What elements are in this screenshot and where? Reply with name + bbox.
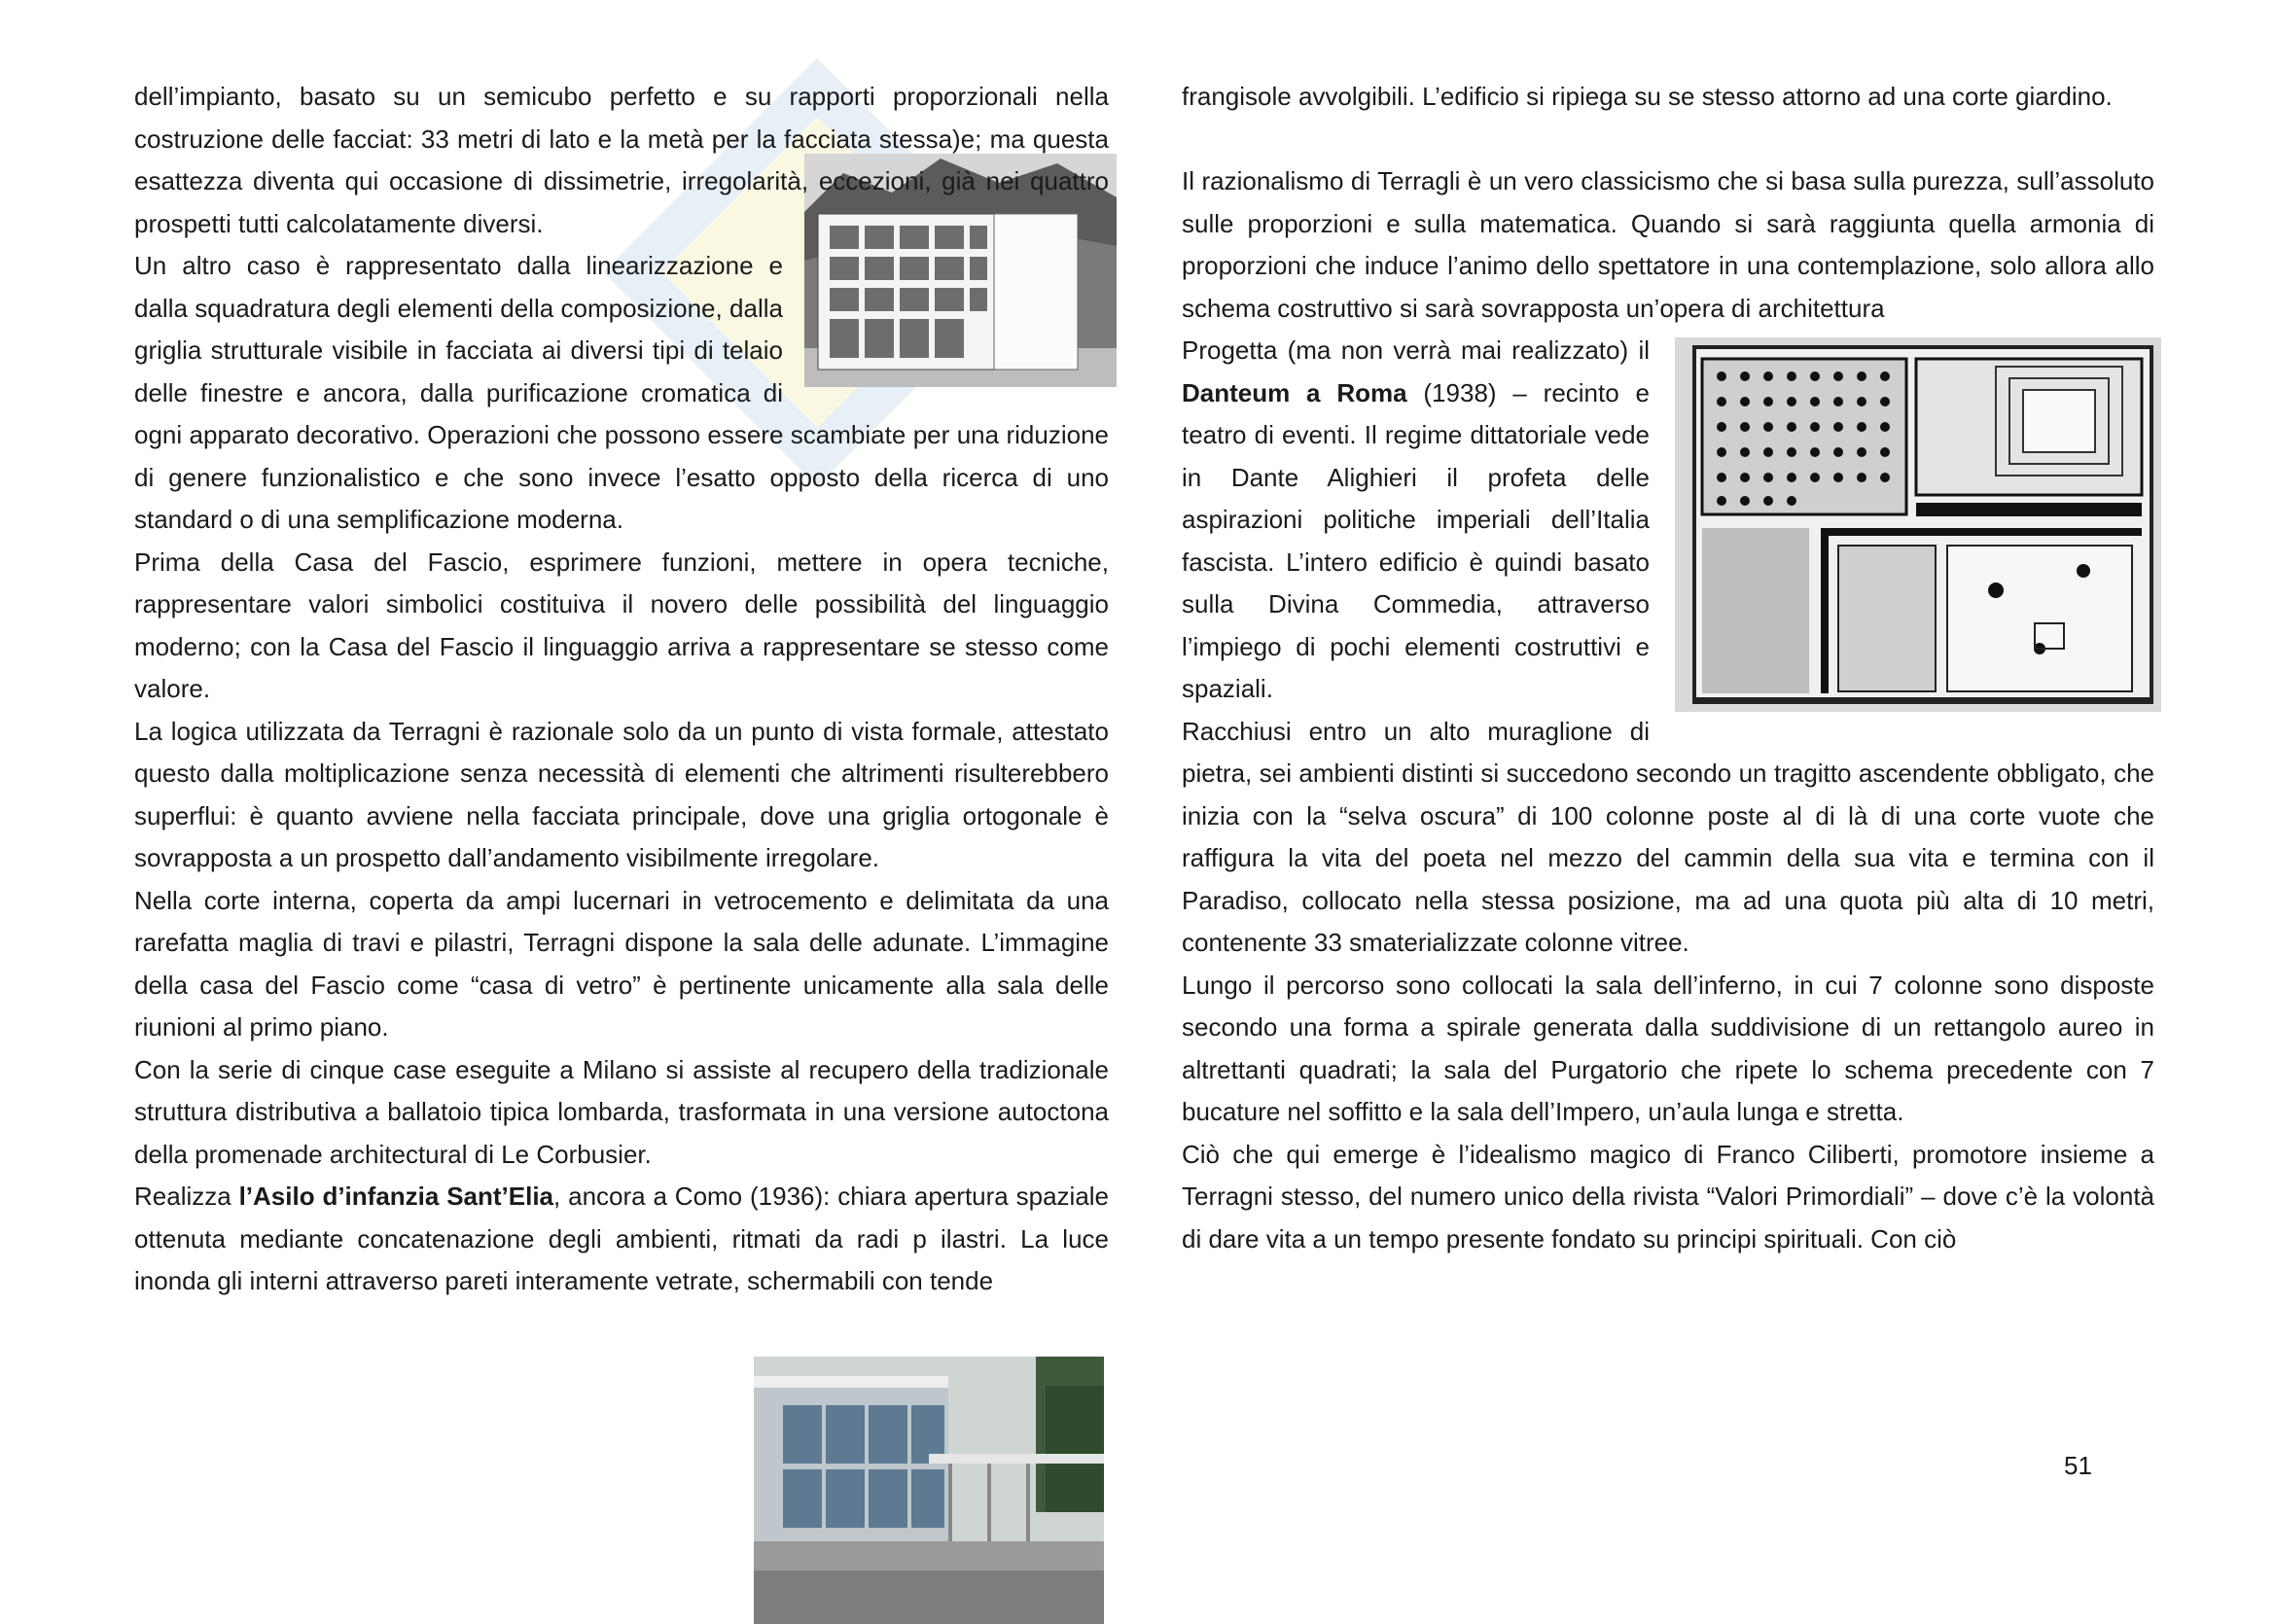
left-column	[134, 76, 1109, 1303]
paragraph: Nella corte interna, coperta da ampi lucernari in vetrocemento e delimitata da una rarefatta maglia di travi e pilastri, Terragni dispone la sala delle adunate. L’immagine della casa del Fascio come “casa di vetro” è pertinente unicamente alla sala delle riunioni al primo piano.	[134, 885, 1109, 1041]
paragraph: Racchiusi entro un alto muraglione di pietra, sei ambienti distinti si succedono secondo un tragitto ascendente obbligato, che inizia con la “selva oscura” di 100 colonne poste al di là di una corte vuote che raffigura la vita del poeta nel mezzo del cammin della sua vita e termina con il Paradiso, collocato nella stessa posizione, ma ad una quota più alta di 10 metri, contenente 33 smaterializzate colonne vitree.	[1182, 716, 2154, 957]
text-run: (1938) – recinto e teatro di eventi. Il regime dittatoriale vede in Dante Alighieri il profeta delle aspirazioni politiche imperiali dell’Italia fascista. L’intero edificio è quindi basato sulla Divina Commedia, attraverso l’impiego di pochi elementi costruttivi e spaziali.	[1182, 377, 1650, 703]
bold-term: Danteum a Roma	[1182, 377, 1407, 407]
asilo-sant-elia-photo	[754, 1357, 1104, 1624]
paragraph: Ciò che qui emerge è l’idealismo magico di Franco Ciliberti, promotore insieme a Terragni stesso, del numero unico della rivista “Valori Primordiali” – dove c’è la volontà di dare vita a un tempo presente fondato su principi spirituali. Con ciò	[1182, 1139, 2154, 1253]
text-run: Realizza	[134, 1182, 239, 1211]
text-run: , ancora a Como (1936): chiara apertura spaziale ottenuta mediante concatenazione degli ambienti, ritmati da radi p ilastri. La luce inonda gli interni attraverso pareti interamente vetrate, schermabili con tende	[134, 1182, 1110, 1295]
paragraph	[134, 245, 1109, 542]
text-run: Progetta (ma non verrà mai realizzato) il	[1182, 335, 1650, 365]
paragraph: Lungo il percorso sono collocati la sala dell’inferno, in cui 7 colonne sono disposte secondo una forma a spirale generata dalla suddivisione di un rettangolo aureo in altrettanti quadrati; la sala del Purgatorio che ripete lo schema precedente con 7 bucature nel soffitto e la sala dell’Impero, un’aula lunga e stretta.	[1182, 970, 2154, 1126]
paragraph: Prima della Casa del Fascio, esprimere funzioni, mettere in opera tecniche, rappresentare valori simbolici costituiva il novero delle possibilità del linguaggio moderno; con la Casa del Fascio il linguaggio arriva a rappresentare se stesso come valore.	[134, 547, 1109, 703]
bold-term: l’Asilo d’infanzia Sant’Elia	[238, 1182, 554, 1211]
danteum-plan-drawing	[1675, 337, 2161, 712]
paragraph	[1182, 330, 2154, 711]
paragraph: Con la serie di cinque case eseguite a Milano si assiste al recupero della tradizionale struttura distributiva a ballatoio tipica lombarda, trasformata in una versione autoctona della promenade architectural di Le Corbusier.	[134, 1054, 1109, 1169]
page-number: 51	[2064, 1451, 2092, 1480]
paragraph: frangisole avvolgibili. L’edificio si ripiega su se stesso attorno ad una corte giardino.	[1182, 82, 2113, 111]
paragraph	[134, 1176, 1109, 1303]
paragraph-gap	[1182, 119, 2154, 161]
text-run: dell’impianto, basato su un semicubo perfetto e su rapporti proporzionali nella costruzione delle facciat: 33 metri di lato e la metà per la facciata stessa)e; ma questa esattezza diventa qui occasione di dissimetrie, irregolarità, eccezioni, già nei quattro prospetti tutti calcolatamente diversi.	[134, 82, 1109, 238]
right-column	[1182, 76, 2154, 1260]
text-run: Un altro caso è rappresentato dalla linearizzazione e dalla squadratura degli elementi della composizione, dalla griglia strutturale visibile in facciata ai diversi tipi di telaio delle finestre e ancora, dalla purificazione cromatica di ogni apparato decorativo. Operazioni che possono essere scambiate per una riduzione di genere funzionalistico e che sono invece l’esatto opposto della ricerca di uno standard o di una semplificazione moderna.	[134, 251, 1109, 534]
paragraph: Il razionalismo di Terragli è un vero classicismo che si basa sulla purezza, sull’assoluto sulle proporzioni e sulla matematica. Quando si sarà raggiunta quella armonia di proporzioni che induce l’animo dello spettatore in una contemplazione, solo allora allo schema costruttivo si sarà sovrapposta un’opera di architettura	[1182, 166, 2154, 323]
paragraph: La logica utilizzata da Terragni è razionale solo da un punto di vista formale, attestato questo dalla moltiplicazione senza necessità di elementi che altrimenti risulterebbero superflui: è quanto avviene nella facciata principale, dove una griglia ortogonale è sovrapposta a un prospetto dall’andamento visibilmente irregolare.	[134, 716, 1109, 872]
